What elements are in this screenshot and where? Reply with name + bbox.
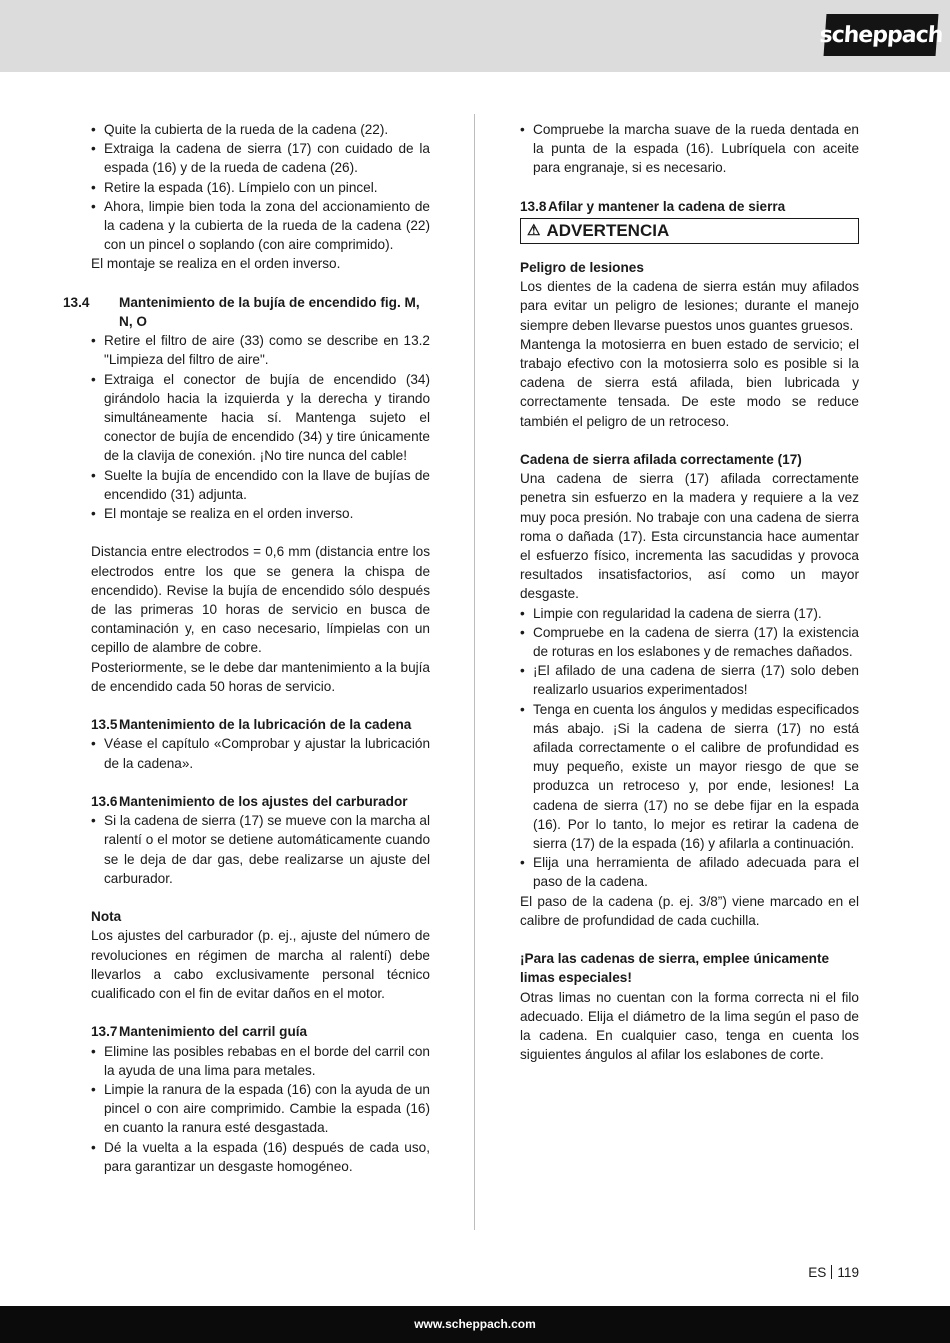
paragraph: El montaje se realiza en el orden inverso. (91, 256, 341, 272)
section-title: Mantenimiento de la bujía de encendido fig. M, N, O (119, 294, 420, 330)
list-item: • Dé la vuelta a la espada (16) después de cada uso, para garantizar un desgaste homogéneo. (91, 1138, 430, 1176)
list-item: • Extraiga el conector de bujía de encendido (34) girándolo hacia la izquierda y la derecha y tirando simultáneamente hacia sí. Mantenga sujeto el conector de bujía de encendido (34) y tire únicamente de la clavija de conexión. ¡No tire nunca del cable! (91, 370, 430, 466)
list-item: • Tenga en cuenta los ángulos y medidas especificados más abajo. ¡Si la cadena de sierra (17) no está afilada correctamente o el calibre de profundidad es muy pequeño, existe un mayor riesgo de que se produzca un retroceso y, por ende, lesiones! La cadena de sierra (17) no se debe fijar en la espada (16). Por lo tanto, lo mejor es retirar la cadena de sierra (17) de la espada (16) y afilarla a continuación. (520, 700, 859, 854)
section-number: 13.6 (91, 794, 118, 810)
footer-bar (0, 1306, 950, 1343)
list-item: • Quite la cubierta de la rueda de la cadena (22). (91, 120, 430, 139)
paragraph: El paso de la cadena (p. ej. 3/8”) viene marcado en el calibre de profundidad de cada cuchilla. (520, 893, 859, 928)
list-item: • Ahora, limpie bien toda la zona del accionamiento de la cadena y la cubierta de la rueda de la cadena (22) con un pincel o soplando (con aire comprimido). (91, 197, 430, 255)
list-item: • ¡El afilado de una cadena de sierra (17) solo deben realizarlo usuarios experimentados! (520, 661, 859, 699)
list-item: • Compruebe en la cadena de sierra (17) la existencia de roturas en los eslabones y de remaches dañados. (520, 623, 859, 661)
footer-url: www.scheppach.com (414, 1317, 536, 1331)
warning-label: ADVERTENCIA (546, 221, 670, 241)
list-item: • Compruebe la marcha suave de la rueda dentada en la punta de la espada (16). Lubríquela con aceite para engranaje, si es necesario. (520, 120, 859, 178)
subheading: Cadena de sierra afilada correctamente (17) (520, 452, 802, 468)
column-divider (474, 114, 475, 1230)
left-column (63, 120, 430, 1176)
list-item: • Véase el capítulo «Comprobar y ajustar la lubricación de la cadena». (91, 734, 430, 772)
section-number: 13.8 (520, 198, 547, 214)
note-text: Los ajustes del carburador (p. ej., ajuste del número de revoluciones en régimen de marcha al ralentí) debe llevarlos a cabo exclusivamente personal técnico cualificado con el fin de evitar daños en el motor. (91, 928, 430, 1002)
section-heading-13-7 (91, 1022, 430, 1041)
list-item: • El montaje se realiza en el orden inverso. (91, 504, 430, 523)
language-code: ES (808, 1265, 827, 1280)
section-heading-13-6 (91, 792, 430, 811)
page-number-value: 119 (837, 1265, 859, 1280)
section-title: Mantenimiento de la lubricación de la cadena (119, 717, 412, 733)
right-column (520, 120, 859, 1065)
section-number: 13.5 (91, 717, 118, 733)
subheading: ¡Para las cadenas de sierra, emplee únicamente limas especiales! (520, 951, 830, 986)
list-item: • Elija una herramienta de afilado adecuada para el paso de la cadena. (520, 853, 859, 891)
paragraph: Los dientes de la cadena de sierra están muy afilados para evitar un peligro de lesiones; durante el manejo siempre deben llevarse puestos unos guantes gruesos. (520, 279, 859, 333)
paragraph: Otras limas no cuentan con la forma correcta ni el filo adecuado. Elija el diámetro de la lima según el paso de la cadena. En cualquier caso, tenga en cuenta los siguientes ángulos al afilar los eslabones de corte. (520, 989, 859, 1063)
section-title: Mantenimiento del carril guía (119, 1024, 308, 1040)
section-number: 13.4 (63, 294, 90, 310)
section-heading-13-8 (520, 197, 859, 216)
note-heading: Nota (91, 909, 122, 925)
page-number (808, 1265, 859, 1280)
section-heading-13-4 (63, 293, 430, 331)
page-number-separator (831, 1265, 832, 1279)
section-heading-13-5 (91, 715, 430, 734)
section-title: Afilar y mantener la cadena de sierra (548, 198, 786, 214)
section-title: Mantenimiento de los ajustes del carburador (119, 794, 408, 810)
section-number: 13.7 (91, 1024, 118, 1040)
list-item: • Retire el filtro de aire (33) como se describe en 13.2 "Limpieza del filtro de aire". (91, 331, 430, 369)
paragraph: Posteriormente, se le debe dar mantenimiento a la bujía de encendido cada 50 horas de servicio. (91, 659, 430, 694)
warning-box (520, 218, 859, 244)
paragraph: Distancia entre electrodos = 0,6 mm (distancia entre los electrodos entre los que se genera la chispa de encendido). Revise la bujía de encendido sólo después de las primeras 10 horas de servicio en busca de contaminación y, en caso necesario, límpielas con un cepillo de alambre de cobre. (91, 544, 430, 656)
list-item: • Elimine las posibles rebabas en el borde del carril con la ayuda de una lima para metales. (91, 1042, 430, 1080)
list-item: • Extraiga la cadena de sierra (17) con cuidado de la espada (16) y de la rueda de cadena (26). (91, 139, 430, 177)
header-bar (0, 0, 950, 72)
list-item: • Limpie con regularidad la cadena de sierra (17). (520, 604, 859, 623)
list-item: • Retire la espada (16). Límpielo con un pincel. (91, 178, 430, 197)
list-item: • Limpie la ranura de la espada (16) con la ayuda de un pincel o con aire comprimido. Cambie la espada (16) en cuanto la ranura esté desgastada. (91, 1080, 430, 1138)
paragraph: Mantenga la motosierra en buen estado de servicio; el trabajo efectivo con la motosierra solo es posible si la cadena de sierra está afilada, bien lubricada y correctamente tensada. De este modo se reduce también el peligro de un retroceso. (520, 336, 859, 429)
subheading: Peligro de lesiones (520, 260, 644, 275)
list-item: • Suelte la bujía de encendido con la llave de bujías de encendido (31) adjunta. (91, 466, 430, 504)
scheppach-logo: scheppach (824, 14, 939, 56)
paragraph: Una cadena de sierra (17) afilada correctamente penetra sin esfuerzo en la madera y requiere a la vez muy poca presión. No trabaje con una cadena de sierra roma o dañada (17). Esta circunstancia hace aumentar el esfuerzo físico, incrementa las sacudidas y provoca resultados insatisfactorios, así como un mayor desgaste. (520, 471, 859, 602)
warning-icon: ⚠ (527, 222, 541, 240)
list-item: • Si la cadena de sierra (17) se mueve con la marcha al ralentí o el motor se detiene automáticamente cuando se le deja de dar gas, debe realizarse un ajuste del carburador. (91, 811, 430, 888)
